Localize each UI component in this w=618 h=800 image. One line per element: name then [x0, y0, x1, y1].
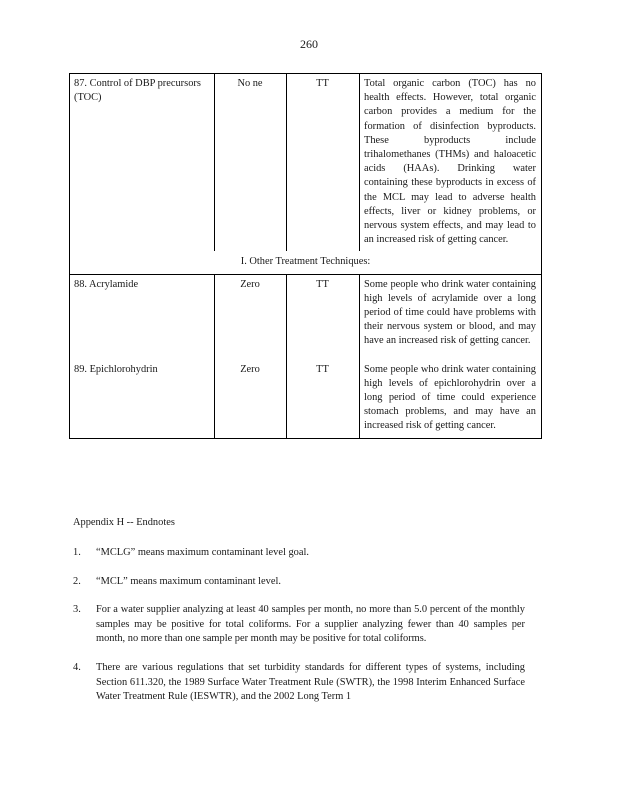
endnote-text: There are various regulations that set turbidity standards for different types of systems, including Section 611.320, the 1989 Surface Water Treatment Rule (SWTR), the 1998 Interim Enhanced Surface Water Treatment Rule (IESWTR), and the 2002 Long Term 1: [96, 661, 525, 703]
contaminant-name: 87. Control of DBP precursors (TOC): [70, 74, 215, 252]
list-item: [73, 546, 525, 561]
contaminant-name: 88. Acrylamide: [70, 274, 215, 353]
endnotes-list: [73, 546, 525, 719]
endnote-number: 4.: [73, 661, 81, 673]
contaminant-name: 89. Epichlorohydrin: [70, 353, 215, 439]
mcl-value: TT: [287, 74, 360, 252]
mclg-value: Zero: [215, 274, 287, 353]
endnote-number: 1.: [73, 547, 81, 558]
mcl-value: TT: [287, 353, 360, 439]
endnote-text: “MCLG” means maximum contaminant level goal.: [96, 547, 309, 558]
mclg-value: Zero: [215, 353, 287, 439]
list-item: [73, 603, 525, 647]
endnote-text: For a water supplier analyzing at least 40 samples per month, no more than 5.0 percent of the monthly samples may be positive for total coliforms. For a supplier analyzing fewer than 40 samples per month, no more than one sample per month may be positive for total coliforms.: [96, 604, 525, 645]
health-effects: Some people who drink water containing high levels of epichlorohydrin over a long period of time could experience stomach problems, and may have an increased risk of getting cancer.: [360, 353, 542, 439]
section-heading: I. Other Treatment Techniques:: [70, 251, 542, 274]
table-row-87: [70, 74, 542, 252]
list-item: [73, 661, 525, 705]
mclg-value: No ne: [215, 74, 287, 252]
table-row-88: [70, 274, 542, 353]
endnote-text: “MCL” means maximum contaminant level.: [96, 575, 281, 587]
endnote-number: 2.: [73, 575, 81, 587]
health-effects: Some people who drink water containing high levels of acrylamide over a long period of time could have problems with their nervous system or blood, and may have an increased risk of getting cancer.: [360, 274, 542, 353]
contaminant-table: [69, 73, 542, 439]
page-number: 260: [300, 37, 318, 51]
appendix-heading: Appendix H -- Endnotes: [73, 517, 175, 528]
endnote-number: 3.: [73, 604, 81, 616]
list-item: [73, 575, 525, 590]
section-row: [70, 251, 542, 274]
mcl-value: TT: [287, 274, 360, 353]
table-row-89: [70, 353, 542, 439]
health-effects: Total organic carbon (TOC) has no health effects. However, total organic carbon provides a medium for the formation of disinfection byproducts. These byproducts include trihalomethanes (THMs) and haloacetic acids (HAAs). Drinking water containing these byproducts in excess of the MCL may lead to adverse health effects, liver or kidney problems, or nervous system effects, and may lead to an increased risk of getting cancer.: [360, 74, 542, 252]
